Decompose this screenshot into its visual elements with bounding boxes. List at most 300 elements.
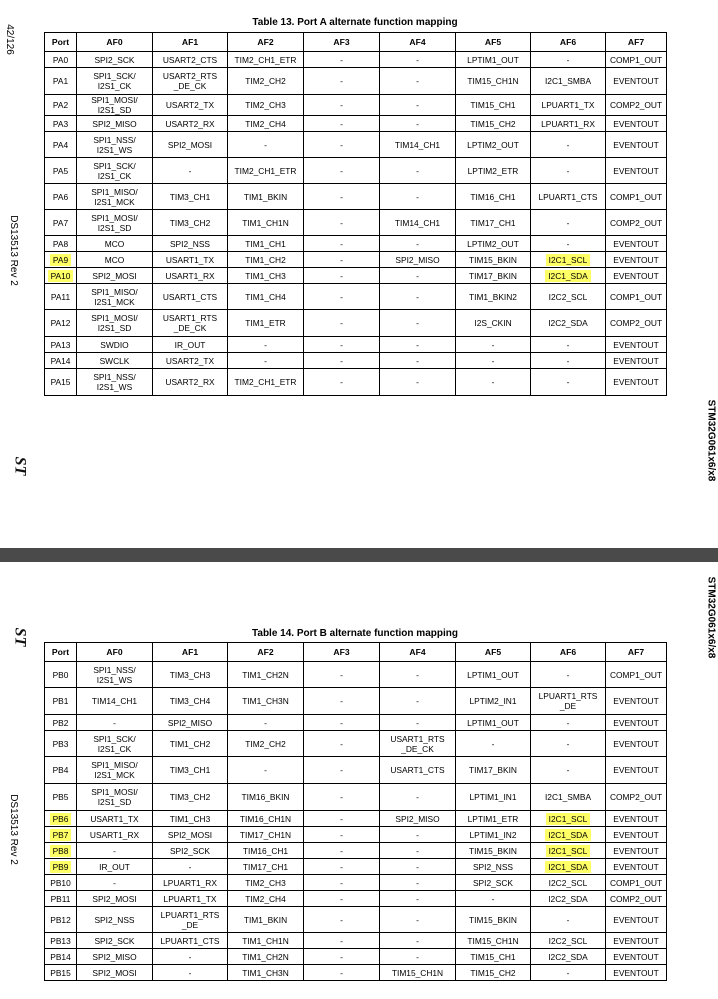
af-cell	[77, 859, 153, 875]
cell-text: SPI1_NSS/ I2S1_WS	[93, 372, 136, 392]
cell-text: -	[340, 191, 343, 202]
cell-text: PB12	[50, 914, 71, 925]
cell-text: -	[340, 669, 343, 680]
table-row	[45, 784, 667, 811]
af-cell	[153, 132, 228, 158]
af-cell	[304, 268, 380, 284]
doc-revision-label: DS13513 Rev 2	[7, 215, 19, 286]
cell-text: SPI1_MOSI/ I2S1_SD	[91, 787, 138, 807]
cell-text: PA11	[50, 291, 71, 302]
af-cell	[77, 843, 153, 859]
cell-text: PA6	[52, 191, 69, 202]
af-cell	[606, 662, 667, 688]
cell-text: -	[340, 139, 343, 150]
af-cell	[456, 353, 531, 369]
cell-text: -	[188, 861, 192, 872]
cell-text: -	[340, 877, 343, 888]
cell-text: EVENTOUT	[613, 935, 659, 946]
af-cell	[77, 337, 153, 353]
af-cell	[531, 933, 606, 949]
cell-text: EVENTOUT	[613, 829, 659, 840]
st-logo-icon: ST	[11, 627, 29, 647]
cell-text: TIM15_CH2	[470, 118, 516, 129]
cell-text: EVENTOUT	[613, 738, 659, 749]
af-cell	[228, 95, 304, 116]
af-cell	[456, 875, 531, 891]
af-cell	[77, 891, 153, 907]
af-cell	[77, 949, 153, 965]
cell-text: PB7	[50, 829, 72, 841]
cell-text: TIM14_CH1	[394, 139, 441, 150]
port-cell	[45, 68, 77, 95]
cell-text: -	[340, 165, 343, 176]
cell-text: -	[340, 355, 343, 366]
af-cell	[380, 965, 456, 981]
cell-text: -	[264, 339, 267, 350]
cell-text: -	[416, 845, 419, 856]
af-cell	[456, 184, 531, 210]
port-cell	[45, 252, 77, 268]
af-cell	[153, 933, 228, 949]
port-cell	[45, 268, 77, 284]
af-cell	[77, 662, 153, 688]
af-cell	[228, 949, 304, 965]
column-header-af0: AF0	[77, 643, 153, 662]
cell-text: -	[340, 339, 343, 350]
cell-text: EVENTOUT	[613, 861, 659, 872]
af-cell	[153, 158, 228, 184]
cell-text: -	[340, 914, 343, 925]
af-cell	[531, 184, 606, 210]
port-cell	[45, 843, 77, 859]
cell-text: TIM16_CH1N	[239, 813, 292, 824]
af-cell	[153, 827, 228, 843]
af-cell	[380, 688, 456, 715]
column-header-port: Port	[45, 33, 77, 52]
cell-text: COMP1_OUT	[609, 54, 663, 65]
cell-text: TIM1_BKIN	[243, 191, 288, 202]
af-cell	[380, 68, 456, 95]
table-caption: Table 13. Port A alternate function mapping	[252, 17, 458, 28]
af-cell	[456, 965, 531, 981]
cell-text: PA1	[52, 76, 69, 86]
af-cell	[531, 268, 606, 284]
cell-text: SPI2_SCK	[169, 845, 211, 856]
af-cell	[153, 52, 228, 68]
af-cell	[228, 236, 304, 252]
table-row	[45, 688, 667, 715]
cell-text: -	[264, 717, 267, 728]
cell-text: -	[566, 217, 570, 228]
cell-text: TIM1_CH2	[169, 738, 211, 749]
cell-text: TIM15_BKIN	[469, 845, 517, 856]
cell-text: TIM17_BKIN	[469, 270, 517, 281]
cell-text: PB15	[50, 967, 71, 978]
af-cell	[456, 688, 531, 715]
af-cell	[304, 715, 380, 731]
cell-text: SPI1_MOSI/ I2S1_SD	[91, 95, 138, 115]
af-cell	[304, 52, 380, 68]
af-cell	[153, 252, 228, 268]
af-cell	[228, 132, 304, 158]
af-cell	[153, 731, 228, 757]
af-cell	[531, 827, 606, 843]
cell-text: I2C1_SMBA	[544, 76, 592, 86]
cell-text: COMP1_OUT	[609, 877, 663, 888]
af-cell	[304, 859, 380, 875]
af-cell	[228, 184, 304, 210]
part-number-label: STM32G061x6/x8	[705, 399, 717, 482]
af-cell	[304, 731, 380, 757]
cell-text: EVENTOUT	[613, 951, 659, 962]
af-cell	[380, 784, 456, 811]
cell-text: PB13	[50, 935, 71, 946]
af-cell	[228, 875, 304, 891]
table-row	[45, 132, 667, 158]
af-cell	[77, 310, 153, 337]
cell-text: LPUART1_TX	[163, 893, 217, 904]
cell-text: EVENTOUT	[613, 254, 659, 265]
cell-text: SPI2_MISO	[167, 717, 213, 728]
cell-text: -	[416, 191, 419, 202]
cell-text: USART2_TX	[165, 100, 215, 110]
af-cell	[77, 52, 153, 68]
cell-text: SWCLK	[99, 355, 130, 366]
cell-text: -	[566, 967, 570, 978]
page-separator	[0, 548, 718, 562]
af-cell	[153, 184, 228, 210]
cell-text: LPUART1_CTS	[160, 935, 220, 946]
port-cell	[45, 158, 77, 184]
af-cell	[531, 965, 606, 981]
port-cell	[45, 184, 77, 210]
af-cell	[606, 184, 667, 210]
cell-text: USART1_CTS	[390, 765, 445, 775]
cell-text: TIM1_ETR	[245, 318, 286, 328]
af-cell	[606, 875, 667, 891]
cell-text: TIM2_CH1_ETR	[234, 377, 297, 387]
cell-text: TIM2_CH1_ETR	[234, 165, 297, 176]
cell-text: USART1_CTS	[162, 291, 218, 302]
af-cell	[606, 95, 667, 116]
cell-text: PA3	[52, 118, 69, 129]
af-cell	[531, 132, 606, 158]
cell-text: -	[416, 935, 419, 946]
cell-text: LPUART1_RX	[163, 877, 217, 888]
cell-text: LPTIM1_IN1	[469, 792, 517, 802]
cell-text: -	[491, 893, 495, 904]
af-cell	[228, 369, 304, 396]
table-row	[45, 68, 667, 95]
cell-text: TIM1_CH3N	[242, 696, 289, 706]
cell-text: TIM2_CH3	[245, 877, 286, 888]
cell-text: TIM17_CH1	[242, 861, 289, 872]
af-cell	[380, 184, 456, 210]
af-cell	[380, 757, 456, 784]
cell-text: SPI1_SCK/ I2S1_CK	[93, 733, 136, 754]
af-cell	[456, 210, 531, 236]
cell-text: EVENTOUT	[613, 696, 659, 706]
column-header-af5: AF5	[456, 643, 531, 662]
af-cell	[228, 907, 304, 933]
column-header-af6: AF6	[531, 33, 606, 52]
table-row	[45, 95, 667, 116]
cell-text: -	[340, 717, 343, 728]
table-row	[45, 949, 667, 965]
cell-text: I2C1_SCL	[546, 254, 591, 266]
af-cell	[153, 715, 228, 731]
cell-text: SPI2_MISO	[92, 951, 137, 962]
cell-text: -	[340, 893, 343, 904]
cell-text: SPI2_MISO	[92, 118, 137, 129]
table-row	[45, 284, 667, 310]
cell-text: -	[340, 270, 343, 281]
cell-text: -	[416, 669, 419, 680]
cell-text: LPTIM1_OUT	[467, 669, 519, 680]
af-cell	[606, 337, 667, 353]
cell-text: PA13	[50, 339, 71, 350]
cell-text: PB4	[52, 765, 69, 775]
af-cell	[77, 907, 153, 933]
af-cell	[228, 715, 304, 731]
cell-text: LPUART1_RX	[541, 118, 595, 129]
af-cell	[77, 158, 153, 184]
cell-text: COMP1_OUT	[609, 669, 663, 680]
table-row	[45, 116, 667, 132]
cell-text: PB10	[50, 877, 71, 888]
cell-text: PA14	[50, 355, 71, 366]
cell-text: -	[566, 669, 570, 680]
af-cell	[606, 284, 667, 310]
cell-text: TIM16_BKIN	[241, 792, 290, 802]
af-cell	[380, 158, 456, 184]
cell-text: -	[416, 339, 419, 350]
cell-text: -	[491, 377, 495, 387]
af-cell	[153, 337, 228, 353]
af-cell	[380, 310, 456, 337]
cell-text: PA5	[52, 165, 69, 176]
cell-text: EVENTOUT	[613, 765, 659, 775]
cell-text: LPUART1_RTS _DE	[538, 691, 598, 711]
af-cell	[531, 757, 606, 784]
cell-text: -	[491, 738, 495, 749]
af-cell	[380, 715, 456, 731]
af-cell	[456, 369, 531, 396]
cell-text: TIM15_CH2	[470, 967, 516, 978]
cell-text: -	[113, 877, 116, 888]
af-cell	[304, 95, 380, 116]
af-cell	[531, 859, 606, 875]
cell-text: LPTIM2_OUT	[467, 238, 519, 249]
af-cell	[380, 236, 456, 252]
cell-text: USART2_RX	[165, 377, 215, 387]
port-cell	[45, 210, 77, 236]
af-cell	[531, 353, 606, 369]
cell-text: -	[491, 339, 495, 350]
af-cell	[304, 68, 380, 95]
cell-text: -	[416, 100, 419, 110]
af-cell	[606, 891, 667, 907]
af-cell	[531, 949, 606, 965]
cell-text: LPUART1_RTS _DE	[160, 909, 220, 930]
af-cell	[531, 688, 606, 715]
cell-text: PB2	[52, 717, 69, 728]
cell-text: -	[340, 100, 343, 110]
table-row	[45, 353, 667, 369]
af-cell	[304, 310, 380, 337]
column-header-af1: AF1	[153, 33, 228, 52]
cell-text: -	[566, 377, 570, 387]
cell-text: -	[416, 270, 419, 281]
table-row	[45, 731, 667, 757]
cell-text: TIM14_CH1	[394, 217, 441, 228]
cell-text: PB9	[50, 861, 72, 873]
cell-text: EVENTOUT	[613, 118, 659, 129]
cell-text: -	[416, 165, 419, 176]
cell-text: TIM16_CH1	[470, 191, 516, 202]
cell-text: EVENTOUT	[613, 339, 659, 350]
cell-text: I2C1_SCL	[546, 813, 591, 825]
af-cell	[228, 827, 304, 843]
af-cell	[77, 252, 153, 268]
column-header-af6: AF6	[531, 643, 606, 662]
column-header-port: Port	[45, 643, 77, 662]
cell-text: -	[566, 339, 570, 350]
cell-text: TIM3_CH1	[169, 191, 211, 202]
cell-text: TIM3_CH2	[169, 792, 211, 802]
cell-text: TIM2_CH2	[245, 738, 286, 749]
cell-text: SPI1_NSS/ I2S1_WS	[93, 134, 136, 155]
af-cell	[304, 337, 380, 353]
cell-text: -	[340, 738, 343, 749]
af-cell	[456, 757, 531, 784]
cell-text: -	[188, 951, 192, 962]
cell-text: -	[340, 118, 343, 129]
cell-text: TIM1_CH3	[245, 270, 286, 281]
af-cell	[531, 310, 606, 337]
cell-text: USART1_RTS _DE_CK	[162, 313, 218, 333]
cell-text: -	[340, 217, 343, 228]
cell-text: PA15	[50, 377, 71, 387]
af-cell	[456, 158, 531, 184]
af-cell	[606, 132, 667, 158]
af-cell	[77, 68, 153, 95]
af-cell	[77, 268, 153, 284]
cell-text: TIM1_CH1N	[242, 935, 289, 946]
af-cell	[380, 731, 456, 757]
cell-text: SPI2_NSS	[94, 914, 135, 925]
af-cell	[531, 891, 606, 907]
af-cell	[153, 310, 228, 337]
af-cell	[606, 827, 667, 843]
af-cell	[531, 662, 606, 688]
af-cell	[380, 268, 456, 284]
port-cell	[45, 52, 77, 68]
cell-text: I2C2_SDA	[548, 893, 588, 904]
af-cell	[456, 68, 531, 95]
cell-text: COMP1_OUT	[609, 291, 663, 302]
cell-text: TIM17_CH1	[470, 217, 516, 228]
af-cell	[456, 811, 531, 827]
af-cell	[228, 688, 304, 715]
af-cell	[77, 933, 153, 949]
af-cell	[531, 907, 606, 933]
af-cell	[531, 784, 606, 811]
cell-text: TIM14_CH1	[91, 696, 138, 706]
af-cell	[153, 843, 228, 859]
af-cell	[304, 949, 380, 965]
af-cell	[456, 284, 531, 310]
af-cell	[606, 715, 667, 731]
af-cell	[304, 843, 380, 859]
af-cell	[228, 252, 304, 268]
af-cell	[456, 827, 531, 843]
cell-text: -	[416, 829, 419, 840]
column-header-af2: AF2	[228, 33, 304, 52]
cell-text: TIM1_CH4	[245, 291, 286, 302]
af-cell	[304, 784, 380, 811]
cell-text: SPI2_SCK	[472, 877, 514, 888]
af-cell	[304, 875, 380, 891]
cell-text: -	[188, 165, 192, 176]
af-cell	[380, 369, 456, 396]
af-cell	[606, 688, 667, 715]
af-cell	[153, 965, 228, 981]
af-cell	[77, 353, 153, 369]
cell-text: PA7	[52, 217, 69, 228]
af-cell	[153, 891, 228, 907]
table-row	[45, 268, 667, 284]
cell-text: I2C1_SDA	[545, 270, 591, 282]
af-cell	[77, 369, 153, 396]
af-cell	[380, 859, 456, 875]
af-cell	[228, 757, 304, 784]
af-cell	[304, 369, 380, 396]
cell-text: SPI2_MOSI	[92, 893, 137, 904]
af-cell	[304, 907, 380, 933]
cell-text: EVENTOUT	[613, 717, 659, 728]
datasheet-page-2	[0, 562, 718, 999]
part-number-label: STM32G061x6/x8	[705, 576, 717, 659]
cell-text: -	[416, 792, 419, 802]
cell-text: PB1	[52, 696, 69, 706]
af-cell	[606, 158, 667, 184]
cell-text: LPTIM2_IN1	[469, 696, 517, 706]
af-cell	[531, 811, 606, 827]
cell-text: -	[491, 355, 495, 366]
doc-revision-label: DS13513 Rev 2	[7, 794, 19, 865]
af-cell	[228, 891, 304, 907]
cell-text: -	[416, 951, 419, 962]
cell-text: PA9	[50, 254, 71, 266]
af-cell	[380, 116, 456, 132]
af-cell	[304, 116, 380, 132]
table-row	[45, 158, 667, 184]
af-cell	[304, 891, 380, 907]
af-cell	[380, 811, 456, 827]
cell-text: SPI1_MISO/ I2S1_MCK	[91, 286, 138, 307]
cell-text: LPTIM1_ETR	[467, 813, 519, 824]
af-cell	[606, 933, 667, 949]
table-row	[45, 337, 667, 353]
af-cell	[606, 843, 667, 859]
cell-text: -	[340, 377, 343, 387]
cell-text: -	[416, 54, 419, 65]
column-header-af4: AF4	[380, 643, 456, 662]
af-cell	[456, 132, 531, 158]
af-cell	[531, 210, 606, 236]
cell-text: USART1_RX	[89, 829, 140, 840]
